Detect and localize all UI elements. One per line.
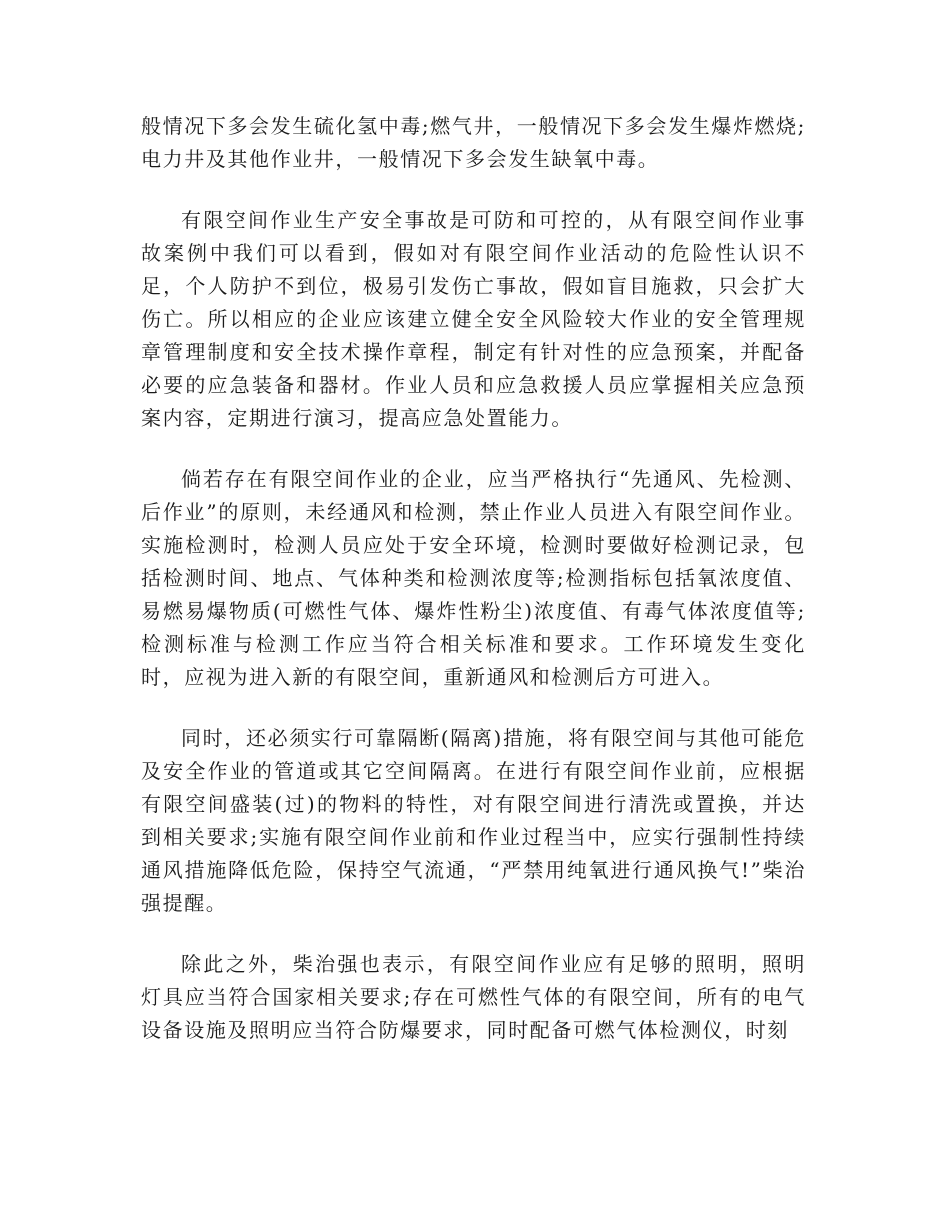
paragraph-1: 般情况下多会发生硫化氢中毒;燃气井，一般情况下多会发生爆炸燃烧;电力井及其他作业井，一般情况下多会发生缺氧中毒。 (141, 114, 806, 171)
document-body (141, 110, 806, 1075)
paragraph-2: 有限空间作业生产安全事故是可防和可控的，从有限空间作业事故案例中我们可以看到，假如对有限空间作业活动的危险性认识不足，个人防护不到位，极易引发伤亡事故，假如盲目施救，只会扩大伤亡。所以相应的企业应该建立健全安全风险较大作业的安全管理规章管理制度和安全技术操作章程，制定有针对性的应急预案，并配备必要的应急装备和器材。作业人员和应急救援人员应掌握相关应急预案内容，定期进行演习，提高应急处置能力。 (141, 208, 806, 430)
paragraph-5: 除此之外，柴治强也表示，有限空间作业应有足够的照明，照明灯具应当符合国家相关要求;存在可燃性气体的有限空间，所有的电气设备设施及照明应当符合防爆要求，同时配备可燃气体检测仪，时刻 (141, 952, 806, 1042)
paragraph-3: 倘若存在有限空间作业的企业，应当严格执行“先通风、先检测、后作业”的原则，未经通风和检测，禁止作业人员进入有限空间作业。实施检测时，检测人员应处于安全环境，检测时要做好检测记录，包括检测时间、地点、气体种类和检测浓度等;检测指标包括氧浓度值、易燃易爆物质(可燃性气体、爆炸性粉尘)浓度值、有毒气体浓度值等;检测标准与检测工作应当符合相关标准和要求。工作环境发生变化时，应视为进入新的有限空间，重新通风和检测后方可进入。 (141, 467, 806, 689)
paragraph-4: 同时，还必须实行可靠隔断(隔离)措施，将有限空间与其他可能危及安全作业的管道或其它空间隔离。在进行有限空间作业前，应根据有限空间盛装(过)的物料的特性，对有限空间进行清洗或置换，并达到相关要求;实施有限空间作业前和作业过程当中，应实行强制性持续通风措施降低危险，保持空气流通，“严禁用纯氧进行通风换气!”柴治强提醒。 (141, 726, 806, 915)
